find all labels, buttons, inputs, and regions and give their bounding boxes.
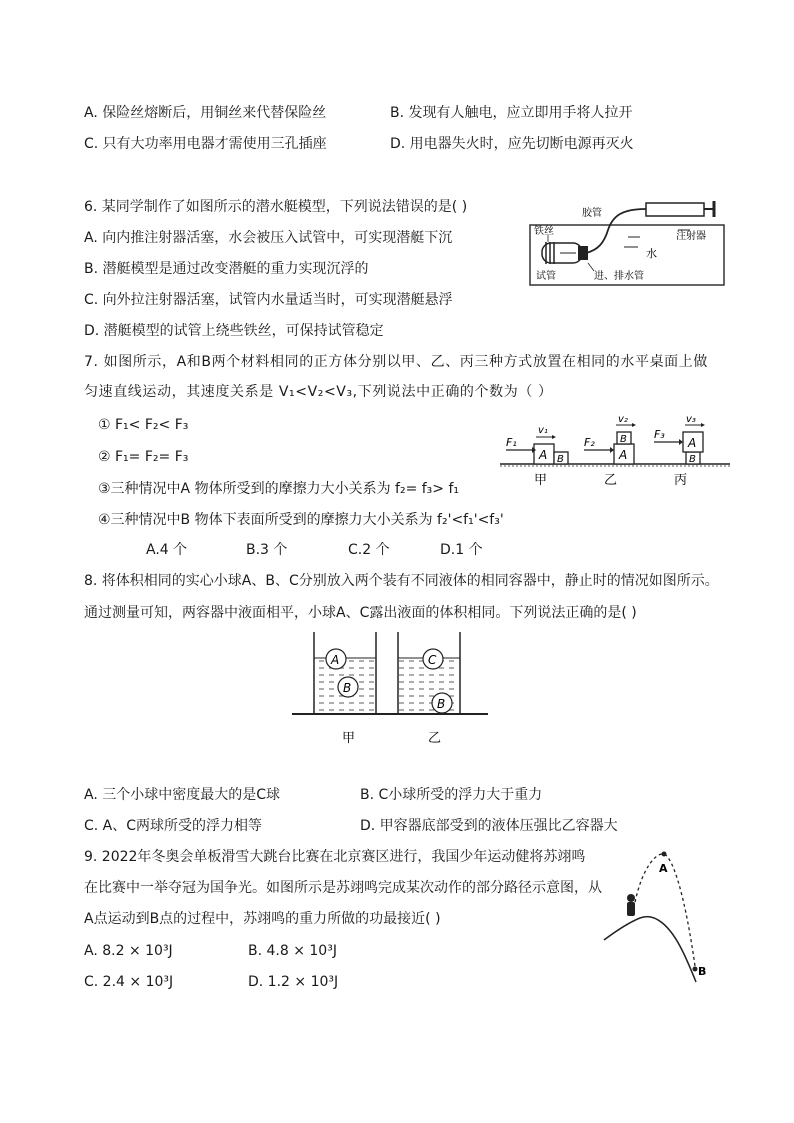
label-pipe: 进、排水管	[594, 271, 644, 282]
velocity-label-1: v₁	[538, 425, 548, 436]
q7-item-3: ③三种情况中A 物体所受到的摩擦力大小关系为 f₂= f₃> f₁	[98, 481, 460, 497]
q6-option-a: A. 向内推注射器活塞，水会被压入试管中，可实现潜艇下沉	[84, 230, 453, 246]
leader-line-pipe	[588, 263, 594, 271]
ball-a-label: A	[331, 653, 340, 667]
block-a-label-yi: A	[619, 448, 628, 462]
label-water: 水	[646, 247, 657, 260]
q9-option-b: B. 4.8 × 10³J	[248, 943, 337, 959]
athlete-head	[627, 894, 635, 902]
ball-c-label: C	[428, 653, 437, 667]
force-label-3: F₃	[654, 428, 665, 441]
submarine-model-figure	[528, 195, 728, 290]
velocity-label-3: v₃	[686, 414, 696, 425]
q7-stem-2: 匀速直线运动，其速度关系是 V₁<V₂<V₃,下列说法中正确的个数为（ ）	[84, 384, 553, 400]
q7-option-c: C.2 个	[348, 542, 390, 558]
block-b-label-bing: B	[689, 454, 696, 465]
force-label-1: F₁	[506, 436, 517, 449]
label-testtube: 试管	[536, 271, 556, 282]
label-yi: 乙	[428, 731, 442, 746]
blocks-motion-figure	[498, 412, 732, 492]
q6-option-b: B. 潜艇模型是通过改变潜艇的重力实现沉浮的	[84, 261, 369, 277]
q6-option-d: D. 潜艇模型的试管上绕些铁丝，可保持试管稳定	[84, 323, 384, 339]
label-jia: 甲	[534, 473, 548, 488]
velocity-label-2: v₂	[618, 414, 628, 425]
q7-item-4: ④三种情况中B 物体下表面所受到的摩擦力大小关系为 f₂'<f₁'<f₃'	[98, 512, 504, 528]
q7-item-1: ① F₁< F₂< F₃	[98, 417, 189, 433]
q5-option-b: B. 发现有人触电，应立即用手将人拉开	[390, 105, 633, 121]
q5-option-c: C. 只有大功率用电器才需使用三孔插座	[84, 136, 327, 152]
q8-option-d: D. 甲容器底部受到的液体压强比乙容器大	[360, 818, 618, 834]
q7-option-d: D.1 个	[440, 542, 483, 558]
point-a-dot	[662, 852, 667, 857]
q5-option-a: A. 保险丝熔断后，用铜丝来代替保险丝	[84, 105, 327, 121]
snowboard-path-figure	[600, 842, 720, 990]
tube-stopper	[578, 246, 588, 260]
q9-stem-2: 在比赛中一举夺冠为国争光。如图所示是苏翊鸣完成某次动作的部分路径示意图，从	[84, 880, 602, 896]
block-a-label-bing: A	[688, 436, 697, 450]
velocity-arrowhead-1	[552, 435, 556, 439]
syringe-barrel	[646, 203, 704, 216]
q7-option-b: B.3 个	[246, 542, 288, 558]
q8-stem-2: 通过测量可知，两容器中液面相平，小球A、C露出液面的体积相同。下列说法正确的是( )	[84, 605, 637, 621]
q8-stem-1: 8. 将体积相同的实心小球A、B、C分别放入两个装有不同液体的相同容器中，静止时的情况如图所示。	[84, 573, 719, 589]
q7-option-a: A.4 个	[146, 542, 188, 558]
block-b-label-yi: B	[620, 434, 627, 445]
label-jia: 甲	[342, 731, 356, 746]
point-a-label: A	[659, 862, 668, 875]
q9-option-a: A. 8.2 × 10³J	[84, 943, 173, 959]
q8-option-a: A. 三个小球中密度最大的是C球	[84, 787, 281, 803]
q7-item-2: ② F₁= F₂= F₃	[98, 449, 189, 465]
athlete-icon	[627, 902, 635, 916]
q8-option-b: B. C小球所受的浮力大于重力	[360, 787, 543, 803]
q9-stem-3: A点运动到B点的过程中，苏翊鸣的重力所做的功最接近( )	[84, 911, 441, 927]
ball-b-yi-label: B	[437, 697, 446, 711]
q9-stem-1: 9. 2022年冬奥会单板滑雪大跳台比赛在北京赛区进行，我国少年运动健将苏翊鸣	[84, 849, 586, 865]
q6-stem: 6. 某同学制作了如图所示的潜水艇模型，下列说法错误的是( )	[84, 199, 468, 215]
label-bing: 丙	[674, 473, 688, 488]
block-a-label-jia: A	[539, 448, 548, 462]
point-b-label: B	[698, 965, 707, 978]
label-wire: 铁丝	[534, 226, 554, 237]
label-syringe: 注射器	[676, 231, 706, 242]
velocity-arrowhead-2	[632, 423, 636, 427]
q9-option-c: C. 2.4 × 10³J	[84, 974, 174, 990]
label-yi: 乙	[604, 473, 618, 488]
ramp-slope	[604, 917, 696, 982]
ball-b-jia-label: B	[343, 681, 352, 695]
q6-option-c: C. 向外拉注射器活塞，试管内水量适当时，可实现潜艇悬浮	[84, 292, 453, 308]
q5-option-d: D. 用电器失火时，应先切断电源再灭火	[390, 136, 634, 152]
velocity-arrowhead-3	[701, 423, 705, 427]
q7-stem-1: 7. 如图所示，A和B两个材料相同的正方体分别以甲、乙、丙三种方式放置在相同的水平桌面上做	[84, 354, 708, 370]
floating-balls-figure	[288, 630, 492, 748]
block-b-label-jia: B	[557, 454, 564, 465]
force-label-2: F₂	[584, 436, 595, 449]
q9-option-d: D. 1.2 × 10³J	[248, 974, 339, 990]
label-tube: 胶管	[582, 208, 602, 219]
q8-option-c: C. A、C两球所受的浮力相等	[84, 818, 263, 834]
point-b-dot	[693, 967, 698, 972]
